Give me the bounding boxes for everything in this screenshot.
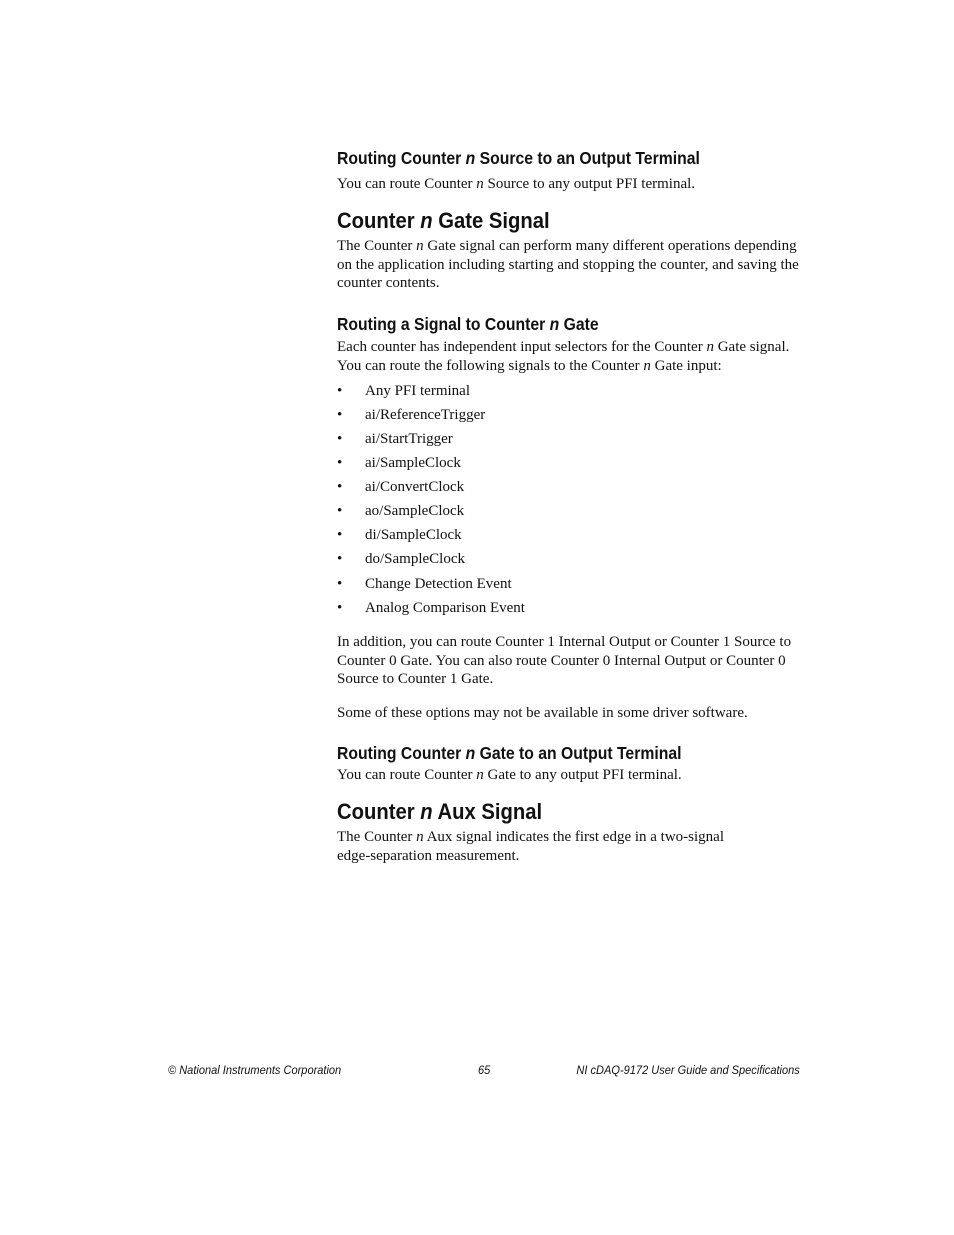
list-item bbox=[337, 430, 805, 454]
italic-n: n bbox=[706, 339, 714, 356]
heading-text: Routing Counter bbox=[337, 742, 466, 763]
bullet: • bbox=[337, 382, 343, 399]
footer-copyright: © National Instruments Corporation bbox=[168, 1063, 342, 1077]
text: Each counter has independent input selectors for the Counter bbox=[337, 339, 707, 356]
list-item-text: do/SampleClock bbox=[365, 551, 465, 568]
text: The Counter bbox=[337, 828, 417, 845]
bullet: • bbox=[337, 503, 343, 520]
list-item bbox=[337, 406, 805, 430]
list-item bbox=[337, 478, 805, 502]
heading-text: Counter bbox=[337, 798, 421, 824]
heading-italic-n: n bbox=[465, 742, 476, 763]
heading-gate-signal bbox=[337, 206, 758, 236]
bullet: • bbox=[337, 575, 343, 592]
heading-routing-gate-output bbox=[337, 741, 758, 765]
bullet: • bbox=[337, 406, 343, 423]
paragraph bbox=[337, 237, 805, 293]
text: Gate to any output PFI terminal. bbox=[483, 766, 682, 783]
list-item-text: ao/SampleClock bbox=[365, 503, 465, 520]
heading-italic-n: n bbox=[420, 207, 433, 233]
list-item bbox=[337, 575, 805, 599]
list-item bbox=[337, 502, 805, 526]
bullet: • bbox=[337, 430, 343, 447]
text: Aux signal indicates the first edge in a two-signal edge-separation measurement. bbox=[337, 828, 725, 864]
paragraph: In addition, you can route Counter 1 Internal Output or Counter 1 Source to Counter 0 Gate. You can also route Counter 0 Internal Output or Counter 0 Source to Counter 1 Gate. bbox=[337, 633, 792, 688]
heading-routing-signal-to-gate bbox=[337, 312, 758, 336]
list-item-text: ai/SampleClock bbox=[365, 455, 461, 472]
list-item-text: Analog Comparison Event bbox=[365, 599, 525, 616]
heading-text: Gate Signal bbox=[432, 207, 550, 233]
text: Gate signal can perform many different operations depending on the application including starting and stopping the counter, and saving the counter contents. bbox=[337, 237, 799, 292]
bullet: • bbox=[337, 455, 343, 472]
list-item bbox=[337, 454, 805, 478]
heading-routing-source-output bbox=[337, 146, 758, 170]
list-item bbox=[337, 382, 805, 406]
bullet: • bbox=[337, 599, 343, 616]
list-item-text: ai/ReferenceTrigger bbox=[365, 406, 486, 423]
text: The Counter bbox=[337, 237, 417, 254]
text: You can route Counter bbox=[337, 766, 477, 783]
list-item bbox=[337, 550, 805, 574]
list-item-text: Any PFI terminal bbox=[365, 382, 470, 399]
paragraph bbox=[337, 828, 757, 866]
paragraph bbox=[337, 766, 805, 785]
text: You can route Counter bbox=[337, 176, 477, 192]
heading-text: Gate to an Output Terminal bbox=[475, 742, 682, 763]
bullet: • bbox=[337, 551, 343, 568]
footer-page-number: 65 bbox=[478, 1063, 491, 1077]
heading-text: Routing Counter bbox=[337, 148, 466, 168]
italic-n: n bbox=[476, 176, 484, 192]
text: Gate signal. You can route the following signals to the Counter bbox=[337, 339, 790, 374]
heading-text: Routing a Signal to Counter bbox=[337, 314, 550, 335]
heading-aux-signal bbox=[337, 797, 758, 827]
paragraph: Some of these options may not be available in some driver software. bbox=[337, 705, 748, 722]
paragraph bbox=[337, 338, 805, 376]
bullet: • bbox=[337, 479, 343, 496]
list-item-text: ai/StartTrigger bbox=[365, 430, 453, 447]
italic-n: n bbox=[416, 828, 424, 845]
heading-text: Counter bbox=[337, 207, 421, 233]
list-item-text: di/SampleClock bbox=[365, 527, 462, 544]
heading-italic-n: n bbox=[549, 314, 560, 335]
italic-n: n bbox=[416, 237, 424, 254]
list-item-text: ai/ConvertClock bbox=[365, 479, 465, 496]
heading-text: Source to an Output Terminal bbox=[475, 148, 700, 168]
text: Gate input: bbox=[650, 357, 722, 374]
text: Source to any output PFI terminal. bbox=[483, 176, 696, 192]
footer-document-title: NI cDAQ-9172 User Guide and Specifications bbox=[576, 1063, 800, 1077]
heading-text: Gate bbox=[559, 314, 599, 335]
list-item bbox=[337, 526, 805, 550]
heading-italic-n: n bbox=[465, 148, 476, 168]
heading-italic-n: n bbox=[420, 798, 433, 824]
page-content bbox=[337, 146, 805, 865]
signal-list bbox=[337, 382, 805, 623]
paragraph bbox=[337, 175, 805, 194]
list-item bbox=[337, 599, 805, 623]
bullet: • bbox=[337, 527, 343, 544]
italic-n: n bbox=[643, 357, 651, 374]
list-item-text: Change Detection Event bbox=[365, 575, 512, 592]
heading-text: Aux Signal bbox=[432, 798, 543, 824]
italic-n: n bbox=[476, 766, 484, 783]
